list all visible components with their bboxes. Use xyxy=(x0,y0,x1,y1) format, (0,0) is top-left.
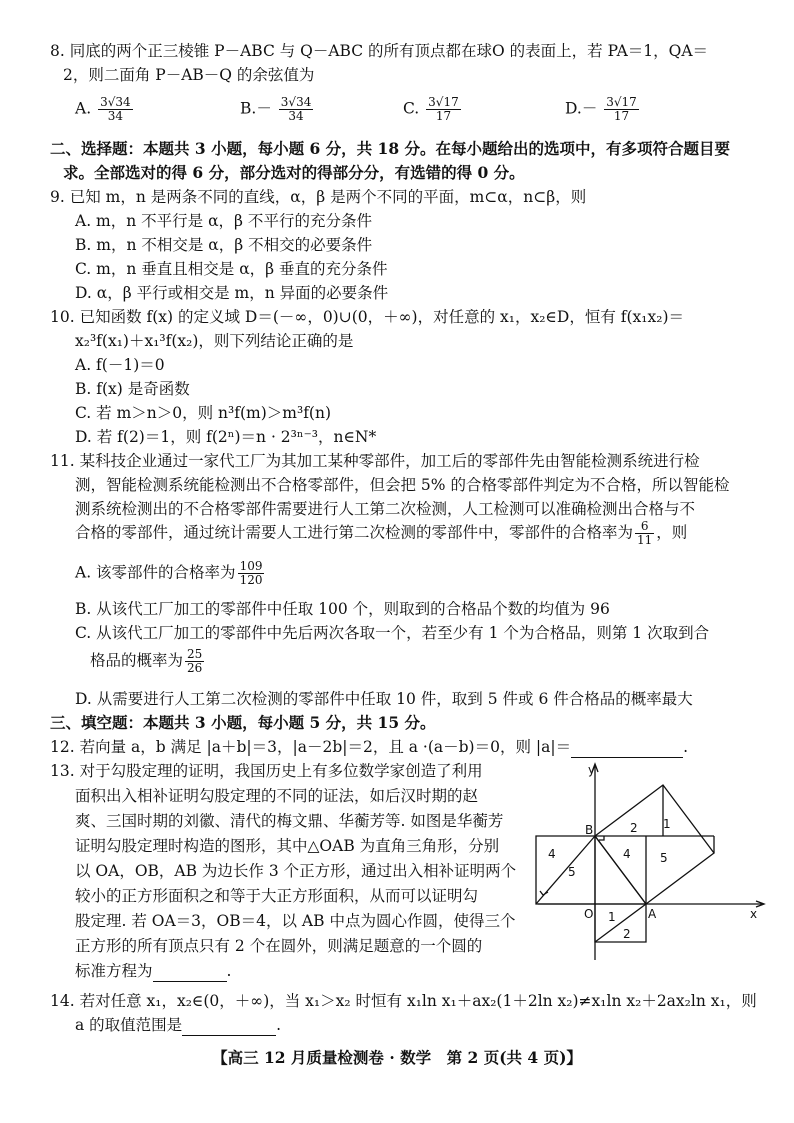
q14-stem-line2: a 的取值范围是 . xyxy=(75,1016,282,1034)
q11-stem-line3: 测系统检测出的不合格零部件需要进行人工第二次检测，人工检测可以准确检测出合格与不 xyxy=(75,500,696,518)
q10-option-d: D. 若 f(2)＝1，则 f(2ⁿ)＝n · 2³ⁿ⁻³，n∈N* xyxy=(75,428,377,446)
q11-option-c-line2: 格品的概率为 $\frac{25}{26}$ xyxy=(90,647,203,675)
q14-stem-line1: 14. 若对任意 x₁，x₂∈(0，＋∞)，当 x₁＞x₂ 时恒有 x₁ln x₁＋ax₂(1＋2ln x₂)≠x₁ln x₂＋2ax₂ln x₁，则 xyxy=(50,992,757,1010)
lower-square-diagonal xyxy=(595,904,646,942)
q8-stem-line2: 2，则二面角 P－AB－Q 的余弦值为 xyxy=(63,66,315,84)
q9-option-d: D. α，β 平行或相交是 m，n 异面的必要条件 xyxy=(75,284,389,302)
q11-option-c-line1: C. 从该代工厂加工的零部件中先后两次各取一个，若至少有 1 个为合格品，则第 1 次取到合 xyxy=(75,624,710,642)
q11-stem-line2: 测，智能检测系统能检测出不合格零部件，但会把 5% 的合格零部件判定为不合格，所以智能检 xyxy=(75,476,730,494)
q12-answer-blank[interactable] xyxy=(571,741,683,758)
q11-option-a: A. 该零部件的合格率为 $\frac{109}{120}$ xyxy=(75,559,263,587)
q11-stem-line1: 11. 某科技企业通过一家代工厂为其加工某种零部件，加工后的零部件先由智能检测系统进行检 xyxy=(50,452,700,470)
point-a-label: A xyxy=(648,907,657,921)
square-on-ab xyxy=(595,785,714,904)
q13-line: 以 OA，OB，AB 为边长作 3 个正方形，通过出入相补证明两个 xyxy=(75,862,517,880)
q10-option-b: B. f(x) 是奇函数 xyxy=(75,380,190,398)
q13-last-line: 标准方程为 . xyxy=(75,962,232,980)
q14-answer-blank[interactable] xyxy=(182,1019,276,1036)
region-2-label: 2 xyxy=(630,821,638,835)
q11-option-a-fraction: $\frac{109}{120}$ xyxy=(239,559,263,587)
q11-option-b: B. 从该代工厂加工的零部件中任取 100 个，则取到的合格品个数的均值为 96 xyxy=(75,600,610,618)
section3-heading: 三、填空题：本题共 3 小题，每小题 5 分，共 15 分。 xyxy=(50,713,436,732)
q12-stem: 12. 若向量 a，b 满足 |a＋b|＝3，|a－2b|＝2，且 a ·(a－b)＝0，则 |a|＝ . xyxy=(50,738,689,756)
q8-option-b: B.－ $\frac{3√34}{34}$ xyxy=(240,95,312,123)
x-axis-label: x xyxy=(750,907,758,921)
pythagorean-figure xyxy=(530,758,770,968)
section2-heading-line2: 求。全部选对的得 6 分，部分选对的得部分分，有选错的得 0 分。 xyxy=(63,163,525,182)
q9-option-a: A. m，n 不平行是 α，β 不平行的充分条件 xyxy=(75,212,372,230)
q13-answer-blank[interactable] xyxy=(153,965,227,982)
q10-option-a: A. f(－1)＝0 xyxy=(75,356,165,374)
q9-option-c: C. m，n 垂直且相交是 α，β 垂直的充分条件 xyxy=(75,260,388,278)
q10-stem-line1: 10. 已知函数 f(x) 的定义域 D＝(－∞，0)∪(0，＋∞)，对任意的 x₁，x₂∈D，恒有 f(x₁x₂)＝ xyxy=(50,308,684,326)
q13-line: 较小的正方形面积之和等于大正方形面积，从而可以证明勾 xyxy=(75,887,479,905)
region-1-label: 1 xyxy=(663,817,671,831)
q11-option-c-fraction: $\frac{25}{26}$ xyxy=(187,647,203,675)
q8-option-d: D.－ $\frac{3√17}{17}$ xyxy=(565,95,637,123)
q13-line: 13. 对于勾股定理的证明，我国历史上有多位数学家创造了利用 xyxy=(50,762,483,780)
hypotenuse-ab xyxy=(595,836,646,904)
region-5-label: 5 xyxy=(660,851,668,865)
q8-option-a: A. $\frac{3√34}{34}$ xyxy=(75,95,131,123)
section2-heading-line1: 二、选择题：本题共 3 小题，每小题 6 分，共 18 分。在每小题给出的选项中，有多项符合题目要 xyxy=(50,139,731,158)
bottom-region-1-label: 1 xyxy=(608,910,616,924)
q11-stem-line4: 合格的零部件，通过统计需要人工进行第二次检测的零部件中，零部件的合格率为 $\frac{6}{11}$ ，则 xyxy=(75,519,688,547)
q13-line: 股定理. 若 OA＝3，OB＝4，以 AB 中点为圆心作圆，使得三个 xyxy=(75,912,516,930)
q8-stem-line1: 8. 同底的两个正三棱锥 P－ABC 与 Q－ABC 的所有顶点都在球O 的表面上，若 PA＝1，QA＝ xyxy=(50,42,709,60)
q10-option-c: C. 若 m＞n＞0，则 n³f(m)＞m³f(n) xyxy=(75,404,332,422)
q11-fraction: $\frac{6}{11}$ xyxy=(637,519,653,547)
q9-option-b: B. m，n 不相交是 α，β 不相交的必要条件 xyxy=(75,236,373,254)
left-region-5-label: 5 xyxy=(568,865,576,879)
page-footer: 【高三 12 月质量检测卷 · 数学 第 2 页(共 4 页)】 xyxy=(212,1048,582,1067)
q13-line: 爽、三国时期的刘徽、清代的梅文鼎、华蘅芳等. 如图是华蘅芳 xyxy=(75,812,504,830)
q11-option-d: D. 从需要进行人工第二次检测的零部件中任取 10 件，取到 5 件或 6 件合格品的概率最大 xyxy=(75,690,693,708)
y-axis-label: y xyxy=(588,763,596,777)
q13-line: 证明勾股定理时构造的图形，其中△OAB 为直角三角形，分别 xyxy=(75,837,500,855)
q8-option-c: C. $\frac{3√17}{17}$ xyxy=(403,95,459,123)
q9-stem: 9. 已知 m，n 是两条不同的直线，α，β 是两个不同的平面，m⊂α，n⊂β，则 xyxy=(50,188,587,206)
bottom-region-2-label: 2 xyxy=(623,927,631,941)
q10-stem-line2: x₂³f(x₁)＋x₁³f(x₂)，则下列结论正确的是 xyxy=(75,332,354,350)
region-4-label: 4 xyxy=(623,847,631,861)
left-region-4-label: 4 xyxy=(548,847,556,861)
q13-line: 面积出入相补证明勾股定理的不同的证法，如后汉时期的赵 xyxy=(75,787,479,805)
point-b-label: B xyxy=(585,823,594,837)
origin-label: O xyxy=(584,907,594,921)
q13-line: 正方形的所有顶点只有 2 个在圆外，则满足题意的一个圆的 xyxy=(75,937,483,955)
